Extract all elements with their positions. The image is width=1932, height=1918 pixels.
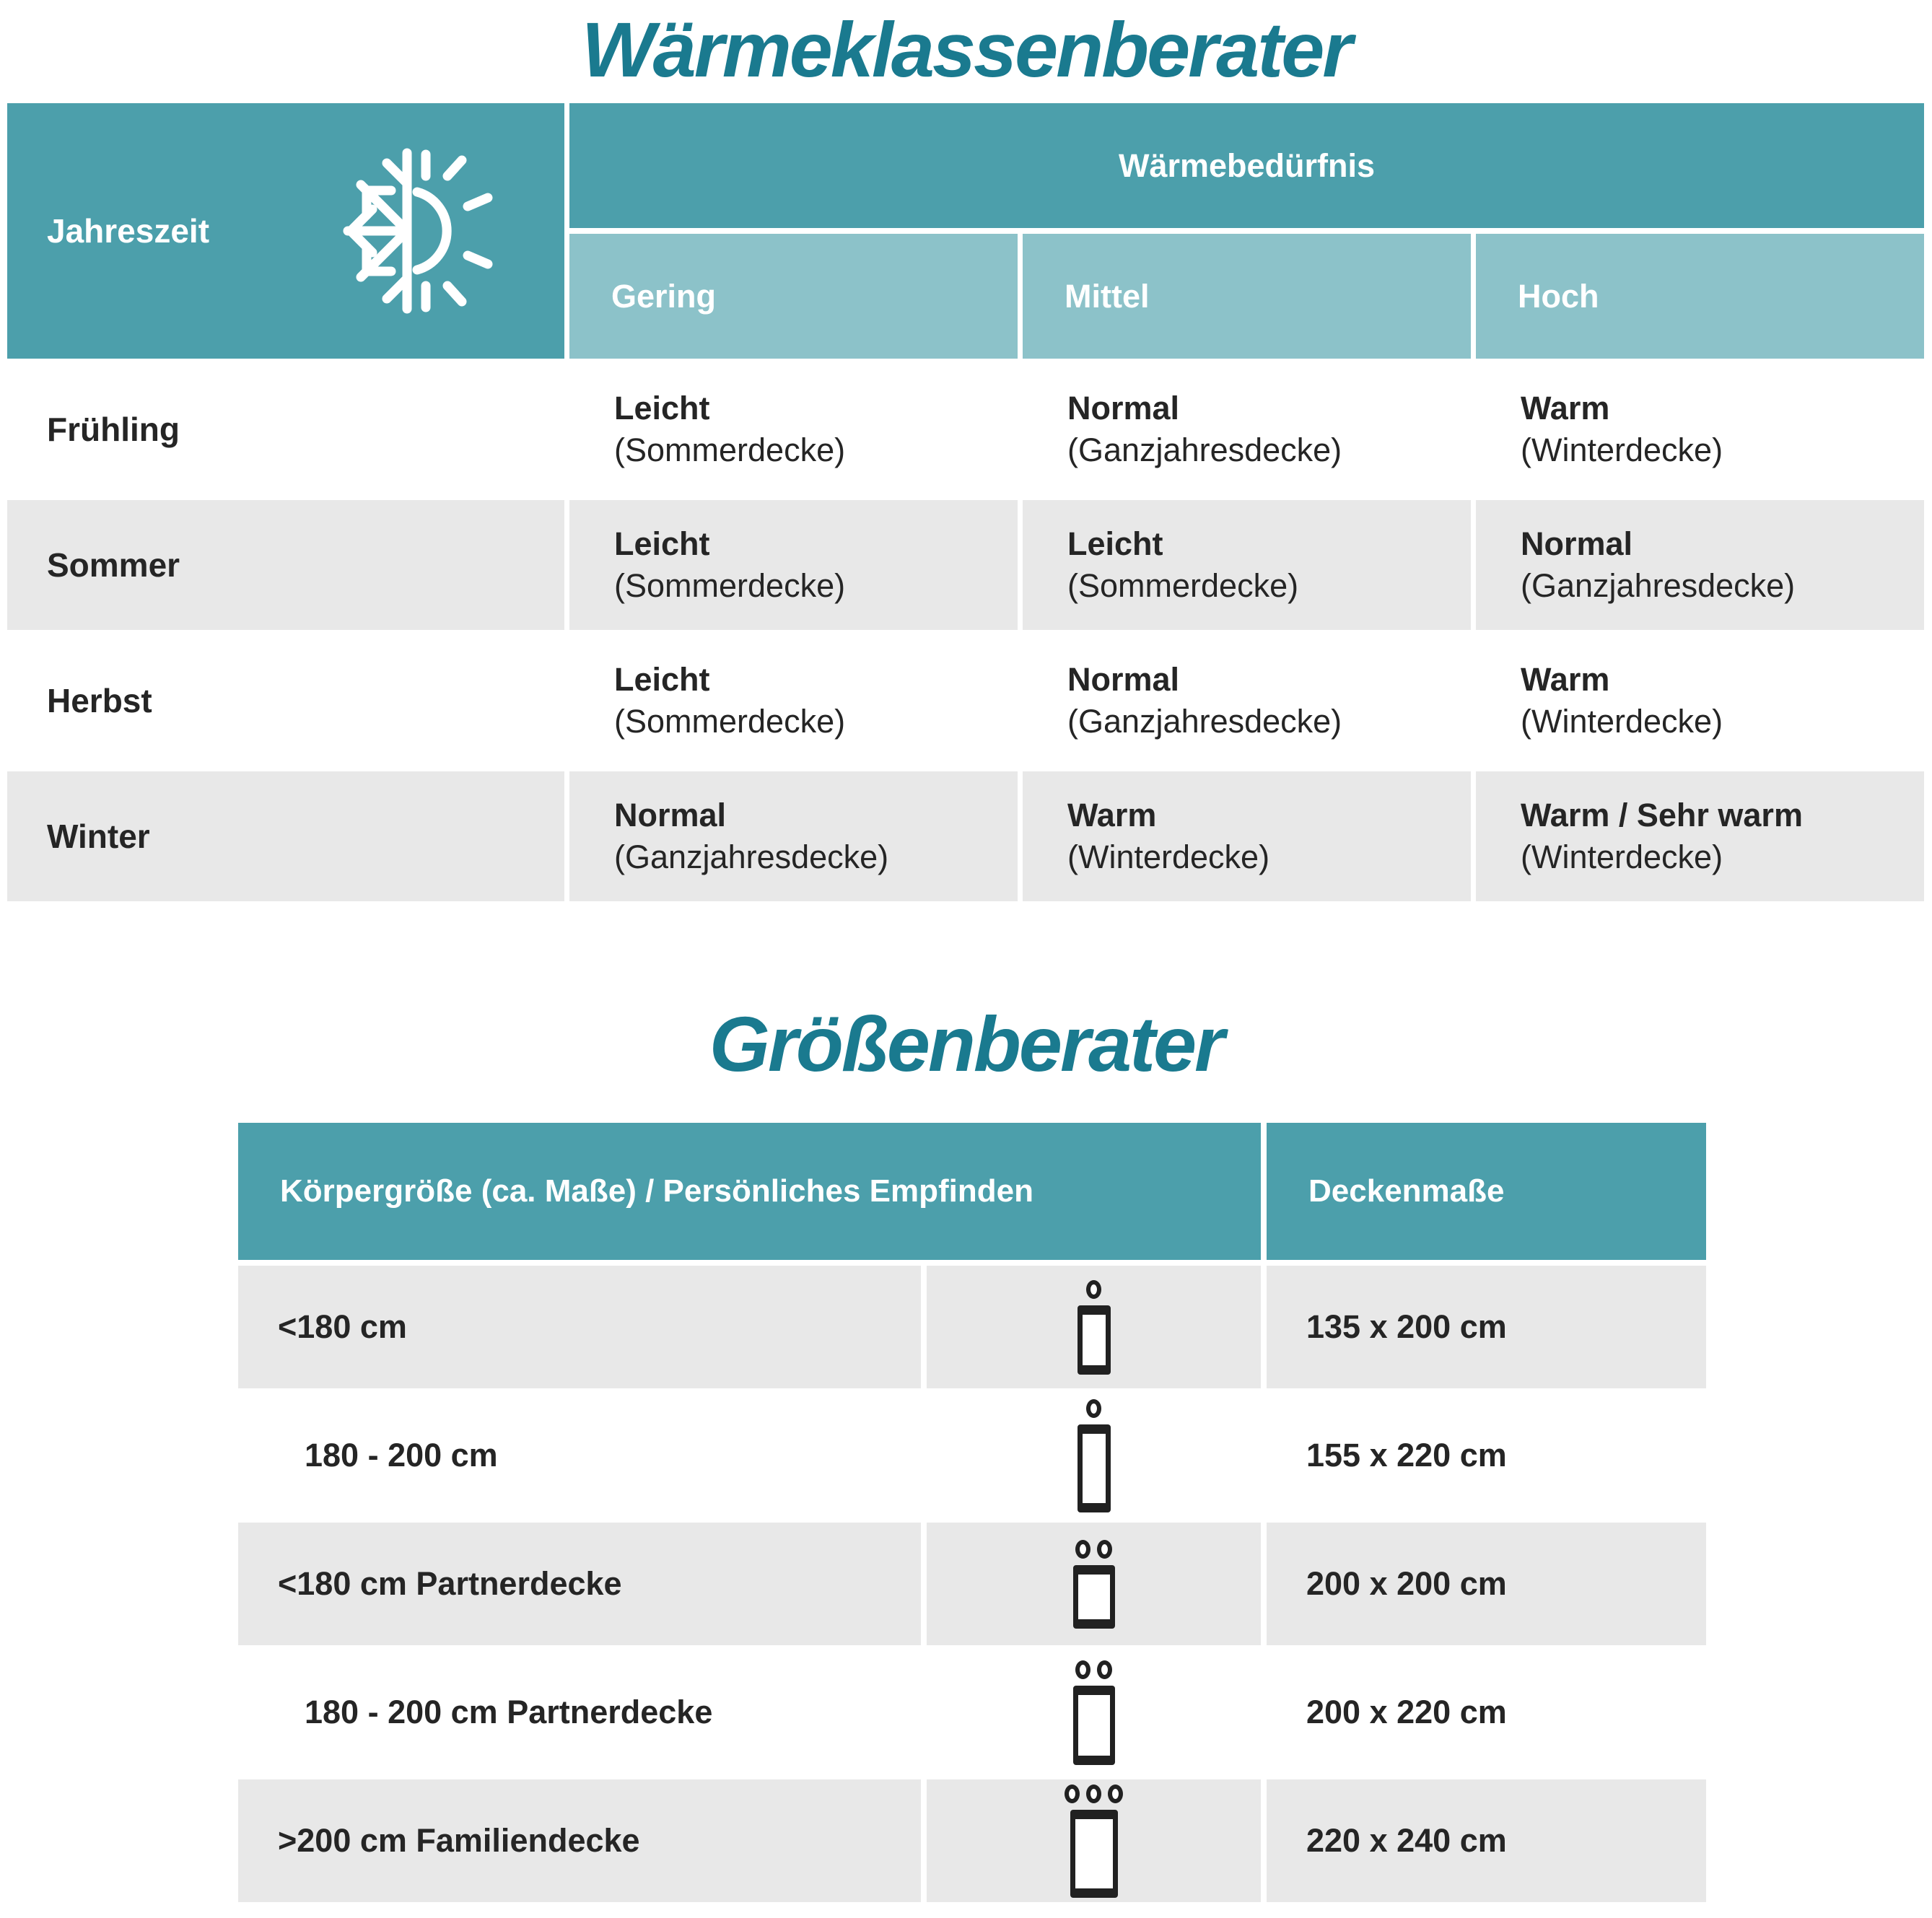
warm-class-sub: (Ganzjahresdecke) [1067, 432, 1342, 468]
warm-table-title: Wärmeklassenberater [581, 6, 1351, 93]
blanket-size-cell [1267, 1266, 1706, 1388]
warm-class-cell [569, 500, 1018, 630]
person-single-icon [1078, 1399, 1111, 1512]
person-icon-cell [927, 1394, 1261, 1517]
warm-class-main: Leicht [614, 525, 710, 563]
person-body-icon [1073, 1565, 1115, 1629]
person-head-icon [1086, 1280, 1101, 1299]
size-header-koerpergroesse: Körpergröße (ca. Maße) / Persönliches Empfinden [238, 1123, 1261, 1260]
warm-class-main: Warm [1521, 390, 1610, 427]
warm-class-sub: (Ganzjahresdecke) [1067, 703, 1342, 740]
size-table [238, 1123, 1706, 1902]
person-icon-cell [927, 1779, 1261, 1902]
height-label-cell [238, 1266, 921, 1388]
person-head-icon [1086, 1399, 1101, 1418]
person-single-icon [1078, 1280, 1111, 1375]
warm-class-sub: (Ganzjahresdecke) [1521, 567, 1796, 604]
height-label: 180 - 200 cm Partnerdecke [305, 1694, 713, 1730]
height-label: <180 cm [278, 1308, 407, 1345]
warm-class-cell [569, 636, 1018, 766]
need-level-header-gering: Gering [569, 234, 1018, 359]
warm-class-main: Normal [614, 797, 727, 834]
warm-class-cell [1476, 771, 1924, 901]
warm-class-main: Normal [1521, 525, 1633, 563]
person-pair-icon [1073, 1540, 1115, 1629]
warm-class-cell [1023, 364, 1471, 494]
season-label-winter: Winter [7, 771, 564, 901]
waermebeduerfnis-group-header: Wärmebedürfnis [569, 103, 1924, 228]
blanket-size-cell [1267, 1523, 1706, 1645]
warm-class-cell [1476, 636, 1924, 766]
height-label: 180 - 200 cm [305, 1437, 498, 1473]
need-level-header-hoch: Hoch [1476, 234, 1924, 359]
person-body-icon [1078, 1305, 1111, 1375]
warm-class-sub: (Winterdecke) [1521, 432, 1723, 468]
warm-class-cell [569, 364, 1018, 494]
warm-class-cell [1476, 500, 1924, 630]
warm-class-sub: (Sommerdecke) [614, 567, 846, 604]
blanket-size: 200 x 220 cm [1306, 1694, 1507, 1730]
warm-class-sub: (Winterdecke) [1521, 703, 1723, 740]
blanket-size: 155 x 220 cm [1306, 1437, 1507, 1473]
person-head-icon [1097, 1660, 1112, 1679]
warm-class-main: Warm / Sehr warm [1521, 797, 1803, 834]
warm-class-main: Warm [1521, 661, 1610, 699]
warm-class-sub: (Winterdecke) [1067, 838, 1270, 875]
person-body-icon [1070, 1810, 1118, 1898]
blanket-size-cell [1267, 1394, 1706, 1517]
person-head-icon [1108, 1785, 1123, 1803]
person-head-icon [1065, 1785, 1080, 1803]
size-header-deckenmasse: Deckenmaße [1267, 1123, 1706, 1260]
warm-class-sub: (Sommerdecke) [614, 703, 846, 740]
size-table-title: Größenberater [709, 1000, 1223, 1087]
person-icon-cell [927, 1266, 1261, 1388]
warm-class-sub: (Sommerdecke) [1067, 567, 1299, 604]
need-level-header-mittel: Mittel [1023, 234, 1471, 359]
warm-class-main: Leicht [1067, 525, 1163, 563]
person-head-icon [1097, 1540, 1112, 1559]
blanket-size: 200 x 200 cm [1306, 1565, 1507, 1602]
warm-class-cell [1476, 364, 1924, 494]
blanket-size-cell [1267, 1651, 1706, 1774]
season-label-herbst: Herbst [47, 682, 152, 719]
warm-class-cell [1023, 500, 1471, 630]
person-icon-cell [927, 1651, 1261, 1774]
snowflake-sun-icon [333, 144, 496, 318]
season-label-sommer: Sommer [7, 500, 564, 630]
person-body-icon [1073, 1686, 1115, 1765]
blanket-size-cell [1267, 1779, 1706, 1902]
height-label-cell [238, 1394, 921, 1517]
season-label-fruehling: Frühling [47, 411, 180, 448]
person-head-icon [1086, 1785, 1101, 1803]
warm-class-sub: (Winterdecke) [1521, 838, 1723, 875]
person-head-icon [1075, 1540, 1090, 1559]
warm-class-main: Normal [1067, 661, 1180, 699]
warm-class-main: Leicht [614, 661, 710, 699]
blanket-size: 220 x 240 cm [1306, 1822, 1507, 1859]
height-label: >200 cm Familiendecke [278, 1822, 640, 1859]
height-label-cell [238, 1651, 921, 1774]
height-label-cell [238, 1523, 921, 1645]
warm-table [7, 103, 1925, 901]
warm-class-main: Normal [1067, 390, 1180, 427]
warm-class-cell [1023, 636, 1471, 766]
height-label: <180 cm Partnerdecke [278, 1565, 622, 1602]
warm-class-sub: (Sommerdecke) [614, 432, 846, 468]
jahreszeit-label: Jahreszeit [47, 212, 210, 250]
warm-class-cell [1023, 771, 1471, 901]
person-pair-icon [1073, 1660, 1115, 1765]
person-icon-cell [927, 1523, 1261, 1645]
warm-class-cell [569, 771, 1018, 901]
blanket-size: 135 x 200 cm [1306, 1308, 1507, 1345]
warm-class-main: Warm [1067, 797, 1157, 834]
warm-class-main: Leicht [614, 390, 710, 427]
person-body-icon [1078, 1424, 1111, 1512]
person-family-icon [1065, 1785, 1123, 1898]
person-head-icon [1075, 1660, 1090, 1679]
warm-class-sub: (Ganzjahresdecke) [614, 838, 889, 875]
height-label-cell [238, 1779, 921, 1902]
jahreszeit-header-cell [7, 103, 564, 359]
